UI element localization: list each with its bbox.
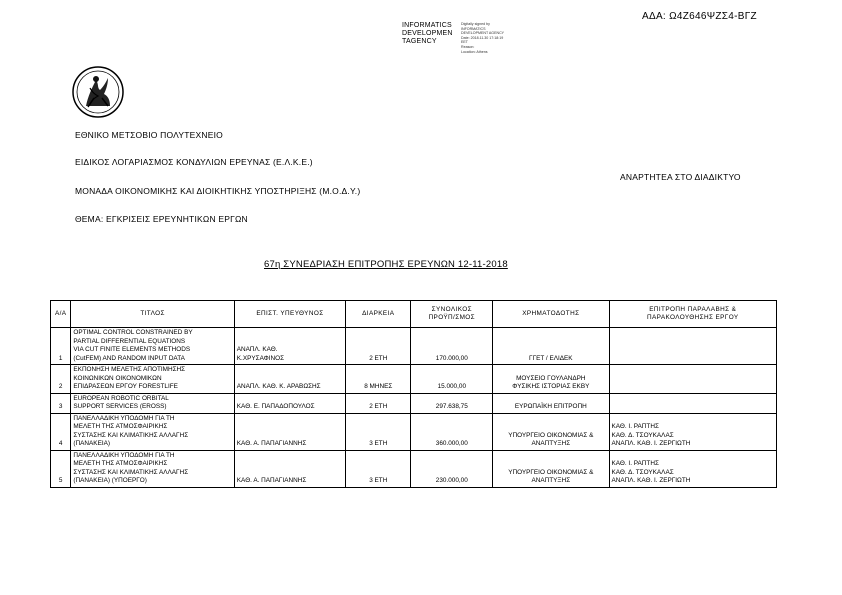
ada-code: ΑΔΑ: Ω4Ζ646ΨΖΣ4-ΒΓΖ	[642, 11, 757, 22]
cell-budget: 230.000,00	[411, 450, 493, 487]
table-row	[51, 393, 777, 413]
org-name: ΕΘΝΙΚΟ ΜΕΤΣΟΒΙΟ ΠΟΛΥΤΕΧΝΕΙΟ	[75, 130, 223, 140]
col-header-funder: ΧΡΗΜΑΤΟΔΟΤΗΣ	[493, 301, 609, 328]
cell-supervisor: ΚΑΘ. Α. ΠΑΠΑΓΙΑΝΝΗΣ	[234, 450, 345, 487]
cell-committee: ΚΑΘ. Ι. ΡΑΠΤΗΣ ΚΑΘ. Δ. ΤΣΟΥΚΑΛΑΣ ΑΝΑΠΛ. ΚΑΘ. Ι. ΖΕΡΓΙΩΤΗ	[609, 450, 776, 487]
ntua-logo-icon	[72, 66, 124, 118]
col-header-duration: ΔΙΑΡΚΕΙΑ	[346, 301, 411, 328]
cell-committee	[609, 365, 776, 394]
cell-supervisor: ΑΝΑΠΛ. ΚΑΘ. Κ. ΑΡΑΒΩΣΗΣ	[234, 365, 345, 394]
subject-line: ΘΕΜΑ: ΕΓΚΡΙΣΕΙΣ ΕΡΕΥΝΗΤΙΚΩΝ ΕΡΓΩΝ	[75, 214, 248, 224]
cell-title: ΕΚΠΟΝΗΣΗ ΜΕΛΕΤΗΣ ΑΠΟΤΙΜΗΣΗΣ ΚΟΙΝΩΝΙΚΩΝ ΟΙΚΟΝΟΜΙΚΩΝ ΕΠΙΔΡΑΣΕΩΝ ΕΡΓΟΥ FORESTLIFE	[71, 365, 234, 394]
cell-funder: ΕΥΡΩΠΑΪΚΗ ΕΠΙΤΡΟΠΗ	[493, 393, 609, 413]
table-header-row	[51, 301, 777, 328]
cell-duration: 3 ΕΤΗ	[346, 413, 411, 450]
signature-line: DEVELOPMENT AGENCY	[461, 31, 505, 36]
cell-budget: 15.000,00	[411, 365, 493, 394]
cell-title: EUROPEAN ROBOTIC ORBITAL SUPPORT SERVICES (EROSS)	[71, 393, 234, 413]
cell-aa: 4	[51, 413, 71, 450]
col-header-supervisor: ΕΠΙΣΤ. ΥΠΕΥΘΥΝΟΣ	[234, 301, 345, 328]
signature-line: Date: 2018.11.30 17:18:19	[461, 35, 504, 40]
cell-funder: ΥΠΟΥΡΓΕΙΟ ΟΙΚΟΝΟΜΙΑΣ & ΑΝΑΠΤΥΞΗΣ	[493, 413, 609, 450]
cell-supervisor: ΚΑΘ. Α. ΠΑΠΑΓΙΑΝΝΗΣ	[234, 413, 345, 450]
agency-signature-label	[402, 22, 453, 46]
cell-title: OPTIMAL CONTROL CONSTRAINED BY PARTIAL DIFFERENTIAL EQUATIONS VIA CUT FINITE ELEMENTS METHODS (CutFEM) AND RANDOM INPUT DATA	[71, 328, 234, 365]
publish-notice: ΑΝΑΡΤΗΤΕΑ ΣΤΟ ΔΙΑΔΙΚΤΥΟ	[620, 172, 741, 182]
table-row	[51, 450, 777, 487]
table-row	[51, 328, 777, 365]
cell-budget: 170.000,00	[411, 328, 493, 365]
cell-budget: 360.000,00	[411, 413, 493, 450]
cell-duration: 2 ΕΤΗ	[346, 393, 411, 413]
agency-line: TAGENCY	[402, 38, 437, 45]
signature-line: Location: Athens	[461, 49, 488, 54]
signature-line: EET	[461, 40, 468, 45]
cell-aa: 2	[51, 365, 71, 394]
table-row	[51, 413, 777, 450]
signature-line: Reason:	[461, 44, 475, 49]
cell-supervisor: ΚΑΘ. Ε. ΠΑΠΑΔΟΠΟΥΛΟΣ	[234, 393, 345, 413]
signature-line: INFORMATICS	[461, 26, 486, 31]
cell-aa: 1	[51, 328, 71, 365]
session-title: 67η ΣΥΝΕΔΡΙΑΣΗ ΕΠΙΤΡΟΠΗΣ ΕΡΕΥΝΩΝ 12-11-2018	[264, 259, 508, 270]
cell-duration: 8 ΜΗΝΕΣ	[346, 365, 411, 394]
cell-committee	[609, 328, 776, 365]
cell-duration: 3 ΕΤΗ	[346, 450, 411, 487]
cell-title: ΠΑΝΕΛΛΑΔΙΚΗ ΥΠΟΔΟΜΗ ΓΙΑ ΤΗ ΜΕΛΕΤΗ ΤΗΣ ΑΤΜΟΣΦΑΙΡΙΚΗΣ ΣΥΣΤΑΣΗΣ ΚΑΙ ΚΛΙΜΑΤΙΚΗΣ ΑΛΛΑΓΗΣ (ΠΑΝΑΚΕΙΑ) (ΥΠΟΕΡΓΟ)	[71, 450, 234, 487]
agency-line: INFORMATICS	[402, 22, 452, 29]
digital-signature-details	[461, 22, 504, 54]
col-header-budget: ΣΥΝΟΛΙΚΟΣ ΠΡΟΫΠ/ΣΜΟΣ	[411, 301, 493, 328]
agency-line: DEVELOPMEN	[402, 30, 453, 37]
cell-supervisor: ΑΝΑΠΛ. ΚΑΘ. Κ.ΧΡΥΣΑΦΙΝΟΣ	[234, 328, 345, 365]
cell-funder: ΥΠΟΥΡΓΕΙΟ ΟΙΚΟΝΟΜΙΑΣ & ΑΝΑΠΤΥΞΗΣ	[493, 450, 609, 487]
support-unit: ΜΟΝΑΔΑ ΟΙΚΟΝΟΜΙΚΗΣ ΚΑΙ ΔΙΟΙΚΗΤΙΚΗΣ ΥΠΟΣΤΗΡΙΞΗΣ (Μ.Ο.Δ.Υ.)	[75, 186, 361, 196]
signature-line: Digitally signed by	[461, 22, 490, 26]
cell-committee: ΚΑΘ. Ι. ΡΑΠΤΗΣ ΚΑΘ. Δ. ΤΣΟΥΚΑΛΑΣ ΑΝΑΠΛ. ΚΑΘ. Ι. ΖΕΡΓΙΩΤΗ	[609, 413, 776, 450]
research-account: ΕΙΔΙΚΟΣ ΛΟΓΑΡΙΑΣΜΟΣ ΚΟΝΔΥΛΙΩΝ ΕΡΕΥΝΑΣ (Ε.Λ.Κ.Ε.)	[75, 157, 313, 167]
cell-funder: ΓΓΕΤ / ΕΛΙΔΕΚ	[493, 328, 609, 365]
approvals-table	[50, 300, 777, 488]
cell-duration: 2 ΕΤΗ	[346, 328, 411, 365]
cell-funder: ΜΟΥΣΕΙΟ ΓΟΥΛΑΝΔΡΗ ΦΥΣΙΚΗΣ ΙΣΤΟΡΙΑΣ ΕΚΒΥ	[493, 365, 609, 394]
col-header-aa: Α/Α	[51, 301, 71, 328]
cell-committee	[609, 393, 776, 413]
cell-title: ΠΑΝΕΛΛΑΔΙΚΗ ΥΠΟΔΟΜΗ ΓΙΑ ΤΗ ΜΕΛΕΤΗ ΤΗΣ ΑΤΜΟΣΦΑΙΡΙΚΗΣ ΣΥΣΤΑΣΗΣ ΚΑΙ ΚΛΙΜΑΤΙΚΗΣ ΑΛΛΑΓΗΣ (ΠΑΝΑΚΕΙΑ)	[71, 413, 234, 450]
col-header-title: ΤΙΤΛΟΣ	[71, 301, 234, 328]
table-row	[51, 365, 777, 394]
cell-aa: 3	[51, 393, 71, 413]
col-header-committee: ΕΠΙΤΡΟΠΗ ΠΑΡΑΛΑΒΗΣ & ΠΑΡΑΚΟΛΟΥΘΗΣΗΣ ΕΡΓΟΥ	[609, 301, 776, 328]
cell-aa: 5	[51, 450, 71, 487]
cell-budget: 297.638,75	[411, 393, 493, 413]
